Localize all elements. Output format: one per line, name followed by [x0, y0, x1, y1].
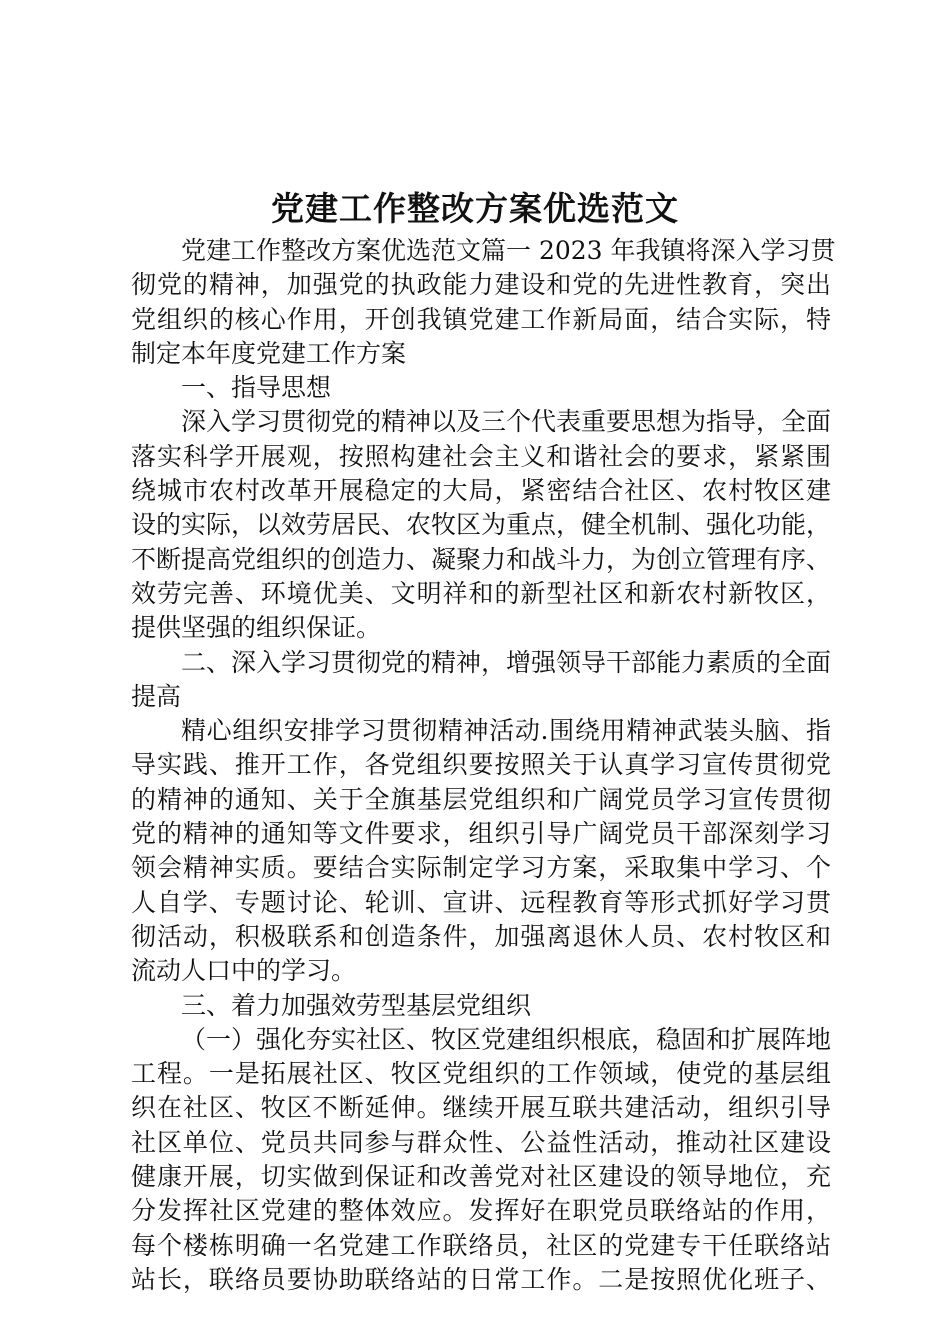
document-title: 党建工作整改方案优选范文 — [271, 189, 679, 228]
text-line: 不断提高党组织的创造力、凝聚力和战斗力，为创立管理有序、 — [131, 544, 832, 574]
text-line: 导实践、推开工作，各党组织要按照关于认真学习宣传贯彻党 — [131, 750, 831, 780]
text-line: 分发挥社区党建的整体效应。发挥好在职党员联络站的作用， — [131, 1196, 831, 1226]
text-line: 每个楼栋明确一名党建工作联络员，社区的党建专干任联络站 — [131, 1230, 831, 1260]
text-line: 社区单位、党员共同参与群众性、公益性活动，推动社区建设 — [131, 1127, 831, 1157]
text-line: 提供坚强的组织保证。 — [131, 613, 382, 643]
text-line: 二、深入学习贯彻党的精神，增强领导干部能力素质的全面 — [181, 647, 832, 677]
text-line: 流动人口中的学习。 — [131, 956, 357, 986]
text-line: 党组织的核心作用，开创我镇党建工作新局面，结合实际，特 — [131, 304, 831, 334]
text-line: 三、着力加强效劳型基层党组织 — [181, 990, 532, 1020]
text-line: 精心组织安排学习贯彻精神活动.围绕用精神武装头脑、指 — [181, 716, 831, 746]
text-line: 一、指导思想 — [181, 373, 332, 403]
text-line: 织在社区、牧区不断延伸。继续开展互联共建活动，组织引导 — [131, 1093, 831, 1123]
text-line: 落实科学开展观，按照构建社会主义和谐社会的要求，紧紧围 — [131, 441, 831, 471]
document-body — [131, 234, 836, 1297]
text-line: 党的精神的通知等文件要求，组织引导广阔党员干部深刻学习 — [131, 819, 831, 849]
text-line: 党建工作整改方案优选范文篇一 2023 年我镇将深入学习贯 — [181, 236, 836, 265]
text-line: 人自学、专题讨论、轮训、宣讲、远程教育等形式抓好学习贯 — [131, 887, 831, 917]
text-line: 制定本年度党建工作方案 — [131, 338, 407, 368]
text-line: 提高 — [131, 681, 182, 711]
text-line: 彻活动，积极联系和创造条件，加强离退休人员、农村牧区和 — [131, 921, 831, 951]
text-line: （一）强化夯实社区、牧区党建组织根底，稳固和扩展阵地 — [181, 1024, 832, 1054]
text-line: 工程。一是拓展社区、牧区党组织的工作领域，使党的基层组 — [131, 1059, 831, 1089]
text-line: 彻党的精神，加强党的执政能力建设和党的先进性教育，突出 — [131, 270, 831, 300]
text-line: 站长，联络员要协助联络站的日常工作。二是按照优化班子、 — [131, 1264, 831, 1294]
text-line: 效劳完善、环境优美、文明祥和的新型社区和新农村新牧区， — [131, 578, 831, 608]
text-line: 设的实际，以效劳居民、农牧区为重点，健全机制、强化功能， — [131, 510, 832, 540]
text-line: 深入学习贯彻党的精神以及三个代表重要思想为指导，全面 — [181, 407, 832, 437]
text-line: 健康开展，切实做到保证和改善党对社区建设的领导地位，充 — [131, 1162, 831, 1192]
text-line: 领会精神实质。要结合实际制定学习方案，采取集中学习、个 — [131, 853, 831, 883]
text-line: 绕城市农村改革开展稳定的大局，紧密结合社区、农村牧区建 — [131, 476, 831, 506]
text-line: 的精神的通知、关于全旗基层党组织和广阔党员学习宣传贯彻 — [131, 784, 831, 814]
